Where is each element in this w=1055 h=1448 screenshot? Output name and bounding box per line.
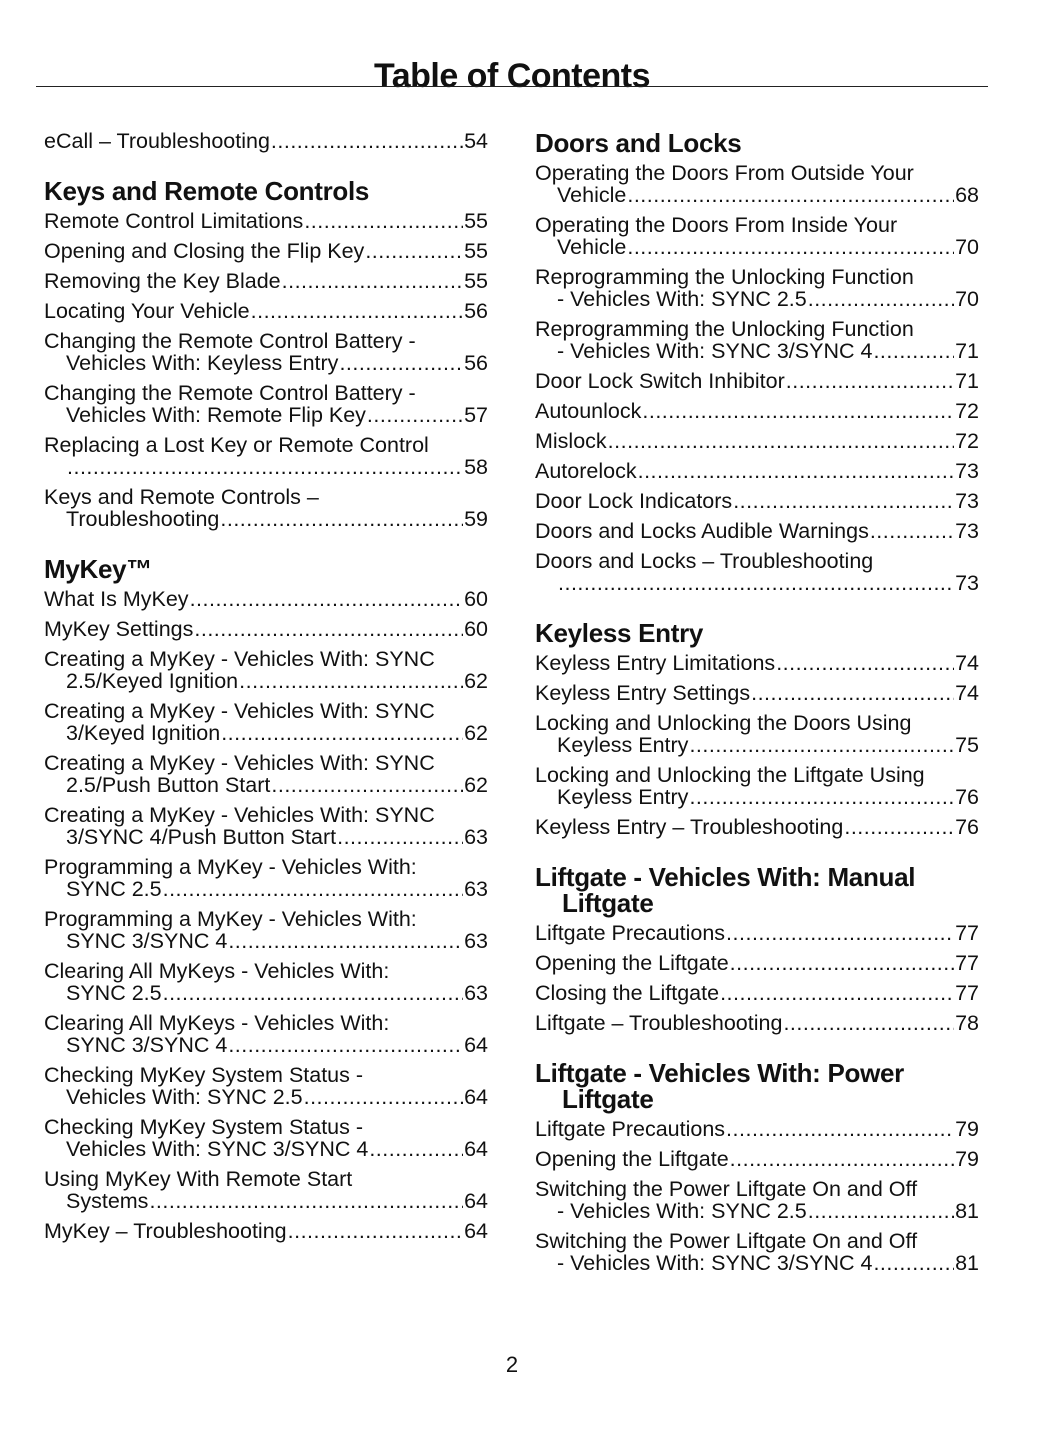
toc-entry-title: MyKey – Troubleshooting xyxy=(44,1219,287,1243)
toc-entry-page: 62 xyxy=(464,721,488,745)
toc-entry[interactable] xyxy=(44,856,488,900)
toc-entry-title: Closing the Liftgate xyxy=(535,981,720,1005)
toc-entry[interactable] xyxy=(44,908,488,952)
leader-dots xyxy=(733,490,954,512)
toc-entry[interactable] xyxy=(44,330,488,374)
toc-entry-page: 55 xyxy=(464,209,488,233)
toc-entry-page: 74 xyxy=(955,651,979,675)
leader-dots xyxy=(67,456,463,478)
toc-entry[interactable] xyxy=(44,648,488,692)
toc-entry-page: 73 xyxy=(955,519,979,543)
toc-entry-continuation-line xyxy=(535,236,979,258)
toc-entry-page: 73 xyxy=(955,571,979,595)
toc-entry-page: 64 xyxy=(464,1189,488,1213)
toc-entry-title: Operating the Doors From Outside Your xyxy=(535,161,914,185)
toc-entry[interactable] xyxy=(535,952,979,974)
leader-dots xyxy=(304,210,463,232)
toc-entry-page: 68 xyxy=(955,183,979,207)
leader-dots xyxy=(365,240,463,262)
toc-entry-page: 77 xyxy=(955,921,979,945)
toc-entry-title: Door Lock Switch Inhibitor xyxy=(535,369,785,393)
toc-entry-page: 71 xyxy=(955,369,979,393)
leader-dots xyxy=(367,404,463,426)
toc-entry-continuation-line xyxy=(535,1200,979,1222)
toc-entry-title: Mislock xyxy=(535,429,607,453)
toc-entry-title: Doors and Locks Audible Warnings xyxy=(535,519,869,543)
toc-entry-title-cont: 3/SYNC 4/Push Button Start xyxy=(66,825,337,849)
toc-entry-page: 77 xyxy=(955,981,979,1005)
toc-entry-title-cont: Systems xyxy=(66,1189,149,1213)
leader-dots xyxy=(873,1252,954,1274)
toc-entry-title: Autounlock xyxy=(535,399,642,423)
toc-entry[interactable] xyxy=(535,1148,979,1170)
toc-entry[interactable] xyxy=(44,210,488,232)
toc-entry-continuation-line xyxy=(44,1190,488,1212)
toc-entry-title: Keys and Remote Controls – xyxy=(44,485,319,509)
toc-section xyxy=(535,620,979,838)
toc-section xyxy=(44,130,488,152)
leader-dots xyxy=(844,816,954,838)
toc-entry-continuation-line xyxy=(44,930,488,952)
leader-dots xyxy=(870,520,954,542)
leader-dots xyxy=(720,982,954,1004)
toc-entry-title: Autorelock xyxy=(535,459,637,483)
toc-entry[interactable] xyxy=(44,300,488,322)
title-divider xyxy=(36,86,988,87)
toc-entry-title: eCall – Troubleshooting xyxy=(44,129,270,153)
leader-dots xyxy=(163,982,463,1004)
toc-entry-continuation-line xyxy=(535,786,979,808)
toc-entry-page: 58 xyxy=(464,455,488,479)
toc-entry-title: Replacing a Lost Key or Remote Control xyxy=(44,433,429,457)
toc-entry-continuation-line xyxy=(44,404,488,426)
leader-dots xyxy=(251,300,463,322)
toc-entry-title-cont: 3/Keyed Ignition xyxy=(66,721,221,745)
leader-dots xyxy=(689,786,954,808)
toc-entry-page: 72 xyxy=(955,399,979,423)
toc-entry-page: 76 xyxy=(955,785,979,809)
toc-entry[interactable] xyxy=(44,434,488,478)
toc-entry-title-cont: SYNC 2.5 xyxy=(66,877,162,901)
toc-entry[interactable] xyxy=(44,486,488,530)
toc-entry-title-cont: SYNC 3/SYNC 4 xyxy=(66,1033,228,1057)
leader-dots xyxy=(783,1012,954,1034)
toc-entry-title-cont: - Vehicles With: SYNC 2.5 xyxy=(557,287,807,311)
toc-entry-title: Keyless Entry Limitations xyxy=(535,651,776,675)
leader-dots xyxy=(304,1086,463,1108)
toc-entry-title-cont: Keyless Entry xyxy=(557,785,689,809)
toc-entry-title: Reprogramming the Unlocking Function xyxy=(535,317,914,341)
toc-section xyxy=(535,1060,979,1274)
toc-entry-page: 76 xyxy=(955,815,979,839)
leader-dots xyxy=(163,878,463,900)
toc-entry-title: What Is MyKey xyxy=(44,587,189,611)
toc-entry-continuation-line xyxy=(44,982,488,1004)
toc-entry-page: 64 xyxy=(464,1033,488,1057)
leader-dots xyxy=(221,722,463,744)
leader-dots xyxy=(271,774,463,796)
toc-entry-title-cont: Vehicles With: Keyless Entry xyxy=(66,351,339,375)
toc-entry-page: 81 xyxy=(955,1251,979,1275)
toc-entry-continuation-line xyxy=(535,184,979,206)
toc-entry-title: Checking MyKey System Status - xyxy=(44,1063,364,1087)
toc-entry[interactable] xyxy=(535,982,979,1004)
toc-entry-title-cont: Vehicles With: Remote Flip Key xyxy=(66,403,366,427)
leader-dots xyxy=(239,670,463,692)
toc-entry[interactable] xyxy=(535,550,979,594)
toc-entry[interactable] xyxy=(535,1230,979,1274)
toc-entry-page: 60 xyxy=(464,587,488,611)
toc-entry[interactable] xyxy=(535,712,979,756)
toc-entry-page: 70 xyxy=(955,235,979,259)
toc-entry-continuation-line xyxy=(44,1086,488,1108)
section-heading: Keys and Remote Controls xyxy=(44,176,370,206)
leader-dots xyxy=(726,922,954,944)
toc-section xyxy=(535,130,979,594)
toc-entry[interactable] xyxy=(535,816,979,838)
toc-entry-continuation-line xyxy=(535,1252,979,1274)
toc-entry-title: Opening and Closing the Flip Key xyxy=(44,239,365,263)
toc-entry-page: 64 xyxy=(464,1137,488,1161)
toc-entry-continuation-line xyxy=(535,734,979,756)
toc-entry-title-cont: Vehicle xyxy=(557,183,627,207)
toc-entry-title: Operating the Doors From Inside Your xyxy=(535,213,898,237)
toc-entry[interactable] xyxy=(535,1012,979,1034)
toc-entry[interactable] xyxy=(535,1178,979,1222)
toc-entry-page: 74 xyxy=(955,681,979,705)
leader-dots xyxy=(149,1190,463,1212)
toc-entry-continuation-line xyxy=(44,1138,488,1160)
toc-entry-title: Doors and Locks – Troubleshooting xyxy=(535,549,874,573)
toc-entry-continuation-line xyxy=(44,1034,488,1056)
toc-entry-title: Opening the Liftgate xyxy=(535,951,729,975)
toc-entry-title-cont: - Vehicles With: SYNC 3/SYNC 4 xyxy=(557,339,873,363)
toc-entry-page: 55 xyxy=(464,269,488,293)
leader-dots xyxy=(194,618,463,640)
toc-entry-title: Programming a MyKey - Vehicles With: xyxy=(44,855,417,879)
toc-entry[interactable] xyxy=(44,960,488,1004)
leader-dots xyxy=(730,1148,954,1170)
toc-entry[interactable] xyxy=(44,804,488,848)
leader-dots xyxy=(288,1220,463,1242)
section-heading: Keyless Entry xyxy=(535,618,704,648)
toc-entry-page: 54 xyxy=(464,129,488,153)
toc-entry-title: Changing the Remote Control Battery - xyxy=(44,329,416,353)
leader-dots xyxy=(808,1200,954,1222)
toc-entry-title: Locking and Unlocking the Liftgate Using xyxy=(535,763,925,787)
toc-entry-page: 56 xyxy=(464,351,488,375)
leader-dots xyxy=(638,460,954,482)
toc-entry[interactable] xyxy=(535,764,979,808)
toc-entry-continuation-line xyxy=(44,456,488,478)
toc-entry-page: 81 xyxy=(955,1199,979,1223)
toc-entry-page: 60 xyxy=(464,617,488,641)
toc-entry-title: Locating Your Vehicle xyxy=(44,299,250,323)
toc-entry-title-cont: - Vehicles With: SYNC 2.5 xyxy=(557,1199,807,1223)
toc-entry-title: Removing the Key Blade xyxy=(44,269,281,293)
toc-entry[interactable] xyxy=(535,400,979,422)
toc-entry-continuation-line xyxy=(535,572,979,594)
toc-entry[interactable] xyxy=(535,318,979,362)
toc-entry-title: Switching the Power Liftgate On and Off xyxy=(535,1229,918,1253)
toc-entry[interactable] xyxy=(535,490,979,512)
toc-entry-page: 63 xyxy=(464,825,488,849)
toc-entry-page: 59 xyxy=(464,507,488,531)
toc-entry-page: 63 xyxy=(464,929,488,953)
toc-entry-title-cont: Troubleshooting xyxy=(66,507,220,531)
toc-entry[interactable] xyxy=(44,1012,488,1056)
toc-entry[interactable] xyxy=(535,1118,979,1140)
toc-entry-continuation-line xyxy=(44,352,488,374)
toc-entry-title: Creating a MyKey - Vehicles With: SYNC xyxy=(44,647,435,671)
leader-dots xyxy=(689,734,954,756)
leader-dots xyxy=(220,508,463,530)
toc-entry-page: 79 xyxy=(955,1147,979,1171)
section-heading: Liftgate - Vehicles With: Manual Liftgate xyxy=(535,862,916,918)
toc-entry[interactable] xyxy=(44,240,488,262)
toc-entry-page: 57 xyxy=(464,403,488,427)
toc-entry-title: Checking MyKey System Status - xyxy=(44,1115,364,1139)
toc-entry-title: Creating a MyKey - Vehicles With: SYNC xyxy=(44,699,435,723)
leader-dots xyxy=(369,1138,463,1160)
leader-dots xyxy=(786,370,954,392)
toc-entry-title-cont: 2.5/Push Button Start xyxy=(66,773,271,797)
leader-dots xyxy=(627,236,954,258)
toc-entry-title: Liftgate Precautions xyxy=(535,921,726,945)
leader-dots xyxy=(726,1118,954,1140)
toc-entry-title: Remote Control Limitations xyxy=(44,209,304,233)
toc-entry-title-cont: 2.5/Keyed Ignition xyxy=(66,669,239,693)
leader-dots xyxy=(337,826,463,848)
toc-entry[interactable] xyxy=(44,588,488,610)
leader-dots xyxy=(228,930,463,952)
toc-entry[interactable] xyxy=(535,520,979,542)
toc-entry-page: 55 xyxy=(464,239,488,263)
toc-entry-page: 62 xyxy=(464,669,488,693)
toc-entry[interactable] xyxy=(44,618,488,640)
leader-dots xyxy=(282,270,463,292)
toc-entry-title: Clearing All MyKeys - Vehicles With: xyxy=(44,1011,390,1035)
toc-entry[interactable] xyxy=(44,1116,488,1160)
section-heading: Liftgate - Vehicles With: Power Liftgate xyxy=(535,1058,904,1114)
toc-left-column xyxy=(44,130,488,1268)
leader-dots xyxy=(751,682,954,704)
toc-entry-title: Programming a MyKey - Vehicles With: xyxy=(44,907,417,931)
toc-entry[interactable] xyxy=(44,700,488,744)
leader-dots xyxy=(271,130,463,152)
toc-entry-page: 63 xyxy=(464,981,488,1005)
toc-entry[interactable] xyxy=(535,266,979,310)
toc-entry-continuation-line xyxy=(44,826,488,848)
leader-dots xyxy=(642,400,954,422)
leader-dots xyxy=(608,430,954,452)
toc-entry[interactable] xyxy=(535,370,979,392)
toc-entry-title-cont: SYNC 3/SYNC 4 xyxy=(66,929,228,953)
toc-entry[interactable] xyxy=(44,1168,488,1212)
section-heading: MyKey™ xyxy=(44,554,153,584)
toc-entry-title-cont: Vehicles With: SYNC 2.5 xyxy=(66,1085,303,1109)
toc-entry[interactable] xyxy=(535,922,979,944)
toc-entry-page: 62 xyxy=(464,773,488,797)
toc-entry-title: Keyless Entry – Troubleshooting xyxy=(535,815,844,839)
toc-entry-continuation-line xyxy=(44,508,488,530)
toc-section xyxy=(535,864,979,1034)
toc-entry-title-cont: Vehicle xyxy=(557,235,627,259)
toc-entry[interactable] xyxy=(535,430,979,452)
toc-entry-page: 73 xyxy=(955,489,979,513)
toc-entry-continuation-line xyxy=(44,774,488,796)
toc-entry[interactable] xyxy=(535,460,979,482)
toc-entry[interactable] xyxy=(535,652,979,674)
toc-entry-title: Reprogramming the Unlocking Function xyxy=(535,265,914,289)
toc-entry-continuation-line xyxy=(44,722,488,744)
toc-entry-title: Creating a MyKey - Vehicles With: SYNC xyxy=(44,803,435,827)
toc-entry-continuation-line xyxy=(44,670,488,692)
leader-dots xyxy=(627,184,954,206)
toc-entry-title: Clearing All MyKeys - Vehicles With: xyxy=(44,959,390,983)
section-heading: Doors and Locks xyxy=(535,128,742,158)
toc-entry[interactable] xyxy=(44,130,488,152)
toc-entry-title: Keyless Entry Settings xyxy=(535,681,751,705)
toc-entry-continuation-line xyxy=(535,288,979,310)
toc-entry-page: 78 xyxy=(955,1011,979,1035)
toc-entry-continuation-line xyxy=(535,340,979,362)
toc-entry-title: Locking and Unlocking the Doors Using xyxy=(535,711,912,735)
toc-entry[interactable] xyxy=(44,382,488,426)
toc-entry-title: Changing the Remote Control Battery - xyxy=(44,381,416,405)
toc-entry-page: 71 xyxy=(955,339,979,363)
toc-entry-title: Using MyKey With Remote Start xyxy=(44,1167,353,1191)
toc-entry-page: 72 xyxy=(955,429,979,453)
toc-entry-title: Opening the Liftgate xyxy=(535,1147,729,1171)
toc-entry-page: 64 xyxy=(464,1085,488,1109)
leader-dots xyxy=(228,1034,463,1056)
toc-entry[interactable] xyxy=(44,270,488,292)
toc-entry[interactable] xyxy=(44,1220,488,1242)
toc-entry-page: 63 xyxy=(464,877,488,901)
leader-dots xyxy=(190,588,464,610)
toc-right-column xyxy=(535,130,979,1300)
toc-entry-page: 77 xyxy=(955,951,979,975)
toc-entry-page: 64 xyxy=(464,1219,488,1243)
toc-entry-title: Door Lock Indicators xyxy=(535,489,733,513)
leader-dots xyxy=(776,652,954,674)
leader-dots xyxy=(558,572,954,594)
toc-entry-title-cont: - Vehicles With: SYNC 3/SYNC 4 xyxy=(557,1251,873,1275)
page-number: 2 xyxy=(505,1352,519,1377)
toc-entry-title-cont: Vehicles With: SYNC 3/SYNC 4 xyxy=(66,1137,369,1161)
toc-entry-title-cont: Keyless Entry xyxy=(557,733,689,757)
leader-dots xyxy=(339,352,463,374)
toc-entry-continuation-line xyxy=(44,878,488,900)
toc-entry[interactable] xyxy=(535,682,979,704)
toc-entry-page: 79 xyxy=(955,1117,979,1141)
toc-entry[interactable] xyxy=(535,162,979,206)
toc-entry-title: Creating a MyKey - Vehicles With: SYNC xyxy=(44,751,435,775)
toc-section xyxy=(44,556,488,1242)
toc-entry-title-cont: SYNC 2.5 xyxy=(66,981,162,1005)
toc-entry-page: 56 xyxy=(464,299,488,323)
toc-entry[interactable] xyxy=(535,214,979,258)
toc-entry-page: 73 xyxy=(955,459,979,483)
toc-entry[interactable] xyxy=(44,752,488,796)
leader-dots xyxy=(873,340,954,362)
leader-dots xyxy=(808,288,954,310)
toc-entry-title: MyKey Settings xyxy=(44,617,194,641)
toc-entry[interactable] xyxy=(44,1064,488,1108)
toc-entry-title: Liftgate – Troubleshooting xyxy=(535,1011,783,1035)
toc-section xyxy=(44,178,488,530)
toc-entry-title: Switching the Power Liftgate On and Off xyxy=(535,1177,918,1201)
leader-dots xyxy=(730,952,954,974)
toc-entry-page: 75 xyxy=(955,733,979,757)
page-title: Table of Contents xyxy=(373,56,651,95)
toc-entry-page: 70 xyxy=(955,287,979,311)
toc-entry-title: Liftgate Precautions xyxy=(535,1117,726,1141)
